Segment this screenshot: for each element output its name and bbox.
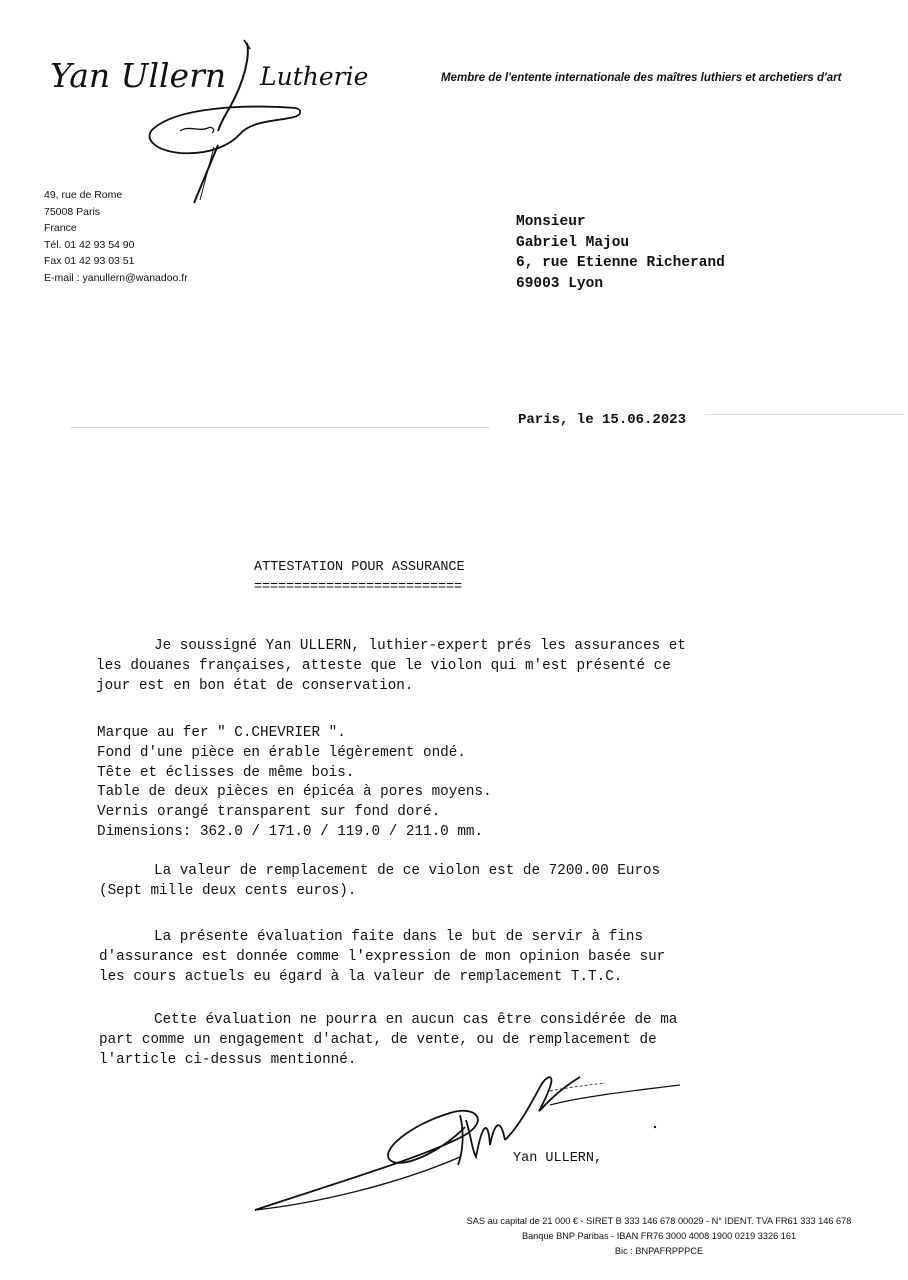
scan-artifact-line [705,414,905,415]
disclaimer-line: part comme un engagement d'achat, de vente, ou de remplacement de [99,1031,657,1048]
disclaimer-line: Cette évaluation ne pourra en aucun cas être considérée de ma [154,1012,678,1028]
intro-line: les douanes françaises, atteste que le violon qui m'est présenté ce [96,657,671,674]
document-title: ATTESTATION POUR ASSURANCE [254,560,465,575]
footer-bic: Bic : BNPAFRPPPCE [614,1246,704,1256]
recipient-city: 69003 Lyon [516,275,604,292]
sender-fax: Fax 01 42 93 03 51 [44,255,135,267]
signatory-name: Yan ULLERN, [513,1151,603,1166]
sender-email: E-mail : yanullern@wanadoo.fr [44,271,188,284]
sender-country: France [44,222,77,234]
description-line: Table de deux pièces en épicéa à pores moyens. [97,784,492,801]
brand-name: Yan Ullern [50,56,227,95]
scan-artifact-line [70,427,490,428]
purpose-line: La présente évaluation faite dans le but de servir à fins [154,929,644,945]
intro-line: Je soussigné Yan ULLERN, luthier-expert prés les assurances et [154,638,686,654]
recipient-name: Gabriel Majou [516,234,630,251]
intro-line: jour est en bon état de conservation. [96,677,414,694]
valuation-line: La valeur de remplacement de ce violon est de 7200.00 Euros [154,863,661,879]
sender-street: 49, rue de Rome [44,189,123,201]
instrument-description [97,724,492,843]
disclaimer-line: l'article ci-dessus mentionné. [99,1051,357,1068]
description-line: Tête et éclisses de même bois. [97,764,355,781]
valuation-paragraph [99,862,660,902]
handwritten-signature [250,1065,690,1225]
disclaimer-paragraph [99,1011,677,1070]
footer-bank: Banque BNP Paribas - IBAN FR76 3000 4008 1900 0219 3326 161 [521,1231,797,1241]
brand-suffix: Lutherie [260,62,369,91]
intro-paragraph [96,637,686,696]
title-underline: ========================== [254,580,463,595]
description-line: Marque au fer " C.CHEVRIER ". [97,725,346,741]
recipient-address [516,212,725,294]
recipient-salutation: Monsieur [516,214,586,230]
description-line: Dimensions: 362.0 / 171.0 / 119.0 / 211.0 mm. [97,823,484,840]
sender-tel: Tél. 01 42 93 54 90 [44,238,135,251]
luthier-logo [40,35,380,210]
valuation-line: (Sept mille deux cents euros). [99,882,357,899]
footer-legal: SAS au capital de 21 000 € - SIRET B 333 146 678 00029 - N° IDENT. TVA FR61 333 146 678 [466,1216,852,1226]
recipient-street: 6, rue Etienne Richerand [516,255,725,271]
sender-address [44,187,188,286]
membership-text: Membre de l'entente internationale des maîtres luthiers et archetiers d'art [441,72,842,84]
company-footer [453,1214,865,1259]
purpose-paragraph [99,928,665,987]
sender-city: 75008 Paris [44,205,101,218]
purpose-line: les cours actuels eu égard à la valeur de remplacement T.T.C. [99,968,623,985]
description-line: Vernis orangé transparent sur fond doré. [97,804,441,821]
dateline: Paris, le 15.06.2023 [518,412,687,428]
description-line: Fond d'une pièce en érable légèrement ondé. [97,744,466,761]
purpose-line: d'assurance est donnée comme l'expression de mon opinion basée sur [99,948,666,965]
